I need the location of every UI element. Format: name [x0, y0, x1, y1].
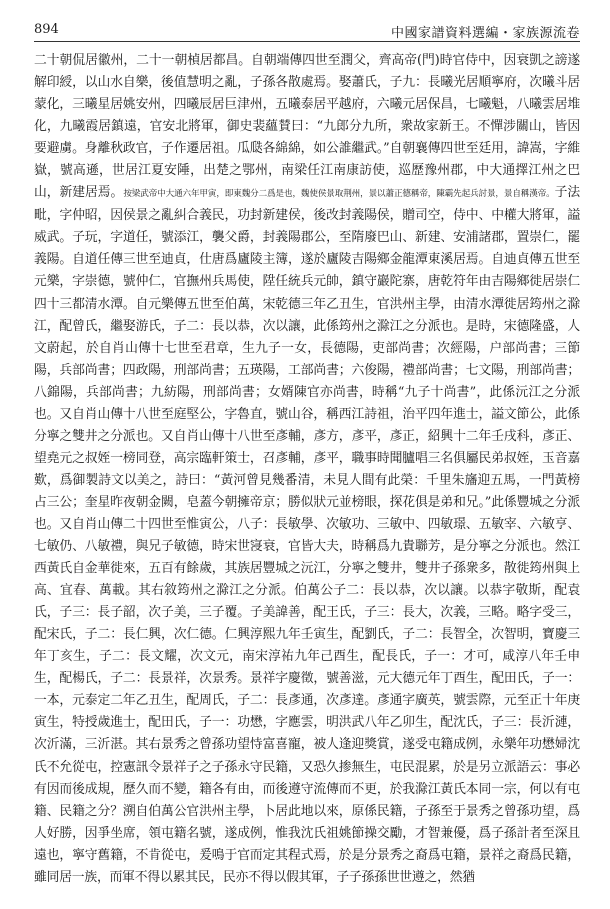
text-segment: 二十朝侃居徽州，二十一朝楨居都昌。自朝端傳四世至潤父，齊高帝(門)時官侍中，因衰凱之謗遂解印綬，以山水自樂，後值慧明之亂，子孫各散處焉。娶蕭氏，子九：長曦光居順寧府，次曦斗居蒙化，三曦星居姚安州，四曦辰居巨津州，五曦泰居平越府，六曦元居保昌，七曦魁，八曦雲居堆化，九曦霞居鎮遠，官安北將軍，御史裴蘊賛曰：“九郎分九所，衆故家新王。不憚涉關山，皆因要避虜。身離秋政官，子作遷居祖。瓜瓞各綿綿，如公誰繼武。”自朝襄傳四世至廷用，諱嵩，字維嶽，號高遜，世居江夏安陲，出楚之鄂州，南梁任江南康訪使，巡歷豫州郡，中大通擇江州之巴山，新建居焉。 [34, 53, 580, 201]
page-header [34, 22, 580, 42]
text-segment: 子法毗，字仲昭，因侯景之亂糾合義民，功封新建侯，後改封義陽侯，贈司空，侍中、中權大將軍，謚威武。子玩，字道任，號添江，襲父爵，封義陽郡公，至隋廢巴山、新建、安浦諸郡，置崇仁，罷義陽。自道任傳三世至迪貞，仕唐爲廬陵主簿，遂於廬陵吉陽鄉金龍潭東溪居焉。自迪貞傳五世至元樂，字崇德，號仲仁，官撫州兵馬使，陞任統兵元帥，鎮守巖陀寨，唐乾符年由吉陽鄉徙居崇仁四十三都清水潭。自元樂傳五世至伯萬，宋乾德三年乙丑生，官洪州主學，由清水潭徙居筠州之滁江，配曾氏，繼娶游氏，子二：長以恭，次以讓，此係筠州之滁江之分派也。是時，宋德隆盛，人文蔚起，於自肖山傳十七世至君章，生九子一女，長德陽，吏部尚書；次經陽，户部尚書；三節陽，兵部尚書；四政陽，刑部尚書；五瑛陽，工部尚書；六俊陽，禮部尚書；七文陽，刑部尚書；八錦陽，兵部尚書；九紡陽，刑部尚書；女婿陳官亦尚書，時稱“九子十尚書”，此係沅江之分派也。又自肖山傳十八世至庭堅公，字魯直，號山谷，稱西江詩祖，治平四年進士，謚文節公，此係分寧之雙井之分派也。又自肖山傳十八世至彥輔，彥方，彥平，彥正，紹興十二年壬戌科，彥正、望堯元之叔姪一榜同登，高宗臨軒策士，召彥輔，彥平，職事時聞臚唱三名俱屬民弟叔姪，玉音嘉歎，爲御製詩文以美之，詩曰：“黃河曾見幾番清，未見人間有此榮：千里朱旛迎五馬，一門黃榜占三公；奎星昨夜朝金闕，皂蓋今朝擁帝京；勝似狀元並榜眼，探花俱是弟和兄。”此係豐城之分派也。又自肖山傳二十四世至惟寅公，八子：長敏學、次敏功、三敏中、四敏璟、五敏宰、六敏亨、七敏仍、八敏禮，與兄子敏德，時宋世寖衰，官皆大夫，時稱爲九貴聯芳，是分寧之分派也。然江西黃氏自金華徙來，五百有餘歲，其族居豐城之沅江，分寧之雙井，雙井子孫衆多，散徙筠州與上高、宜春、萬載。其右敘筠州之滁江之分派。伯萬公子二：長以恭，次以讓。以恭字敬斯，配袁氏，子三：長子韶，次子美，三子覆。子美諱善，配王氏，子三：長大，次義，三略。略字受三，配宋氏，子二：長仁興，次仁德。仁興淳熙九年壬寅生，配劉氏，子二：長智全，次智明，寶慶三年丁亥生，子二：長文耀，次文元，南宋淳祐九年己酉生，配長氏，子一：才可，咸淳八年壬申生，配楊氏，子二：長景祥，次景秀。景祥字慶徵，號善滋，元大德元年丁酉生，配田氏，子一：一本，元泰定二年乙丑生，配周氏，子二：長彥通，次彥達。彥通字廣英，號雲際，元至正十年庚寅生，特授歲進士，配田氏，子一：功懋，字應雲，明洪武八年乙卯生，配沈氏，子三：長沂漣，次沂滿，三沂湛。其右景秀之曾孫功望恃富喜寵，被人逢迎獎賞，遂受屯籍成例，永樂年功懋婦沈氏不允從屯，控憲訊令景祥子之子孫永守民籍，又恐久掺無生，屯民混累，於是另立派語云：事必有因而後成規，歷久而不變，籍各有由，而後遵守流傳而不更，於我滁江黃氏本同一宗，何以有屯籍、民籍之分？溯自伯萬公官洪州主學，卜居此地以來，原係民籍，子孫至于景秀之曾孫功望，爲人好勝，因爭坐席，領屯籍名號，遂成例，惟我沈氏祖姚節操交勵，才智兼優，爲子孫計者至深且遠也，寧守舊籍，不肯從屯，爰鳴于官而定其程式焉，於是分景秀之裔爲屯籍，景祥之裔爲民籍，雖同居一族，而軍不得以累其民，民亦不得以假其軍，子子孫孫世世遵之，然猶 [34, 185, 580, 885]
running-title: 中國家譜資料選編・家族源流卷 [390, 26, 580, 41]
header-rule [34, 41, 580, 42]
paragraph [34, 50, 580, 889]
body-text [34, 50, 580, 899]
page-number: 894 [34, 22, 59, 37]
annotation-note: 按梁武帝中大通六年甲寅，即東魏分二爲是也，魏使侯景取荆州，景以蕭正德稱帝，陳霸先起兵討景，景自稱漢帝。 [123, 189, 555, 200]
